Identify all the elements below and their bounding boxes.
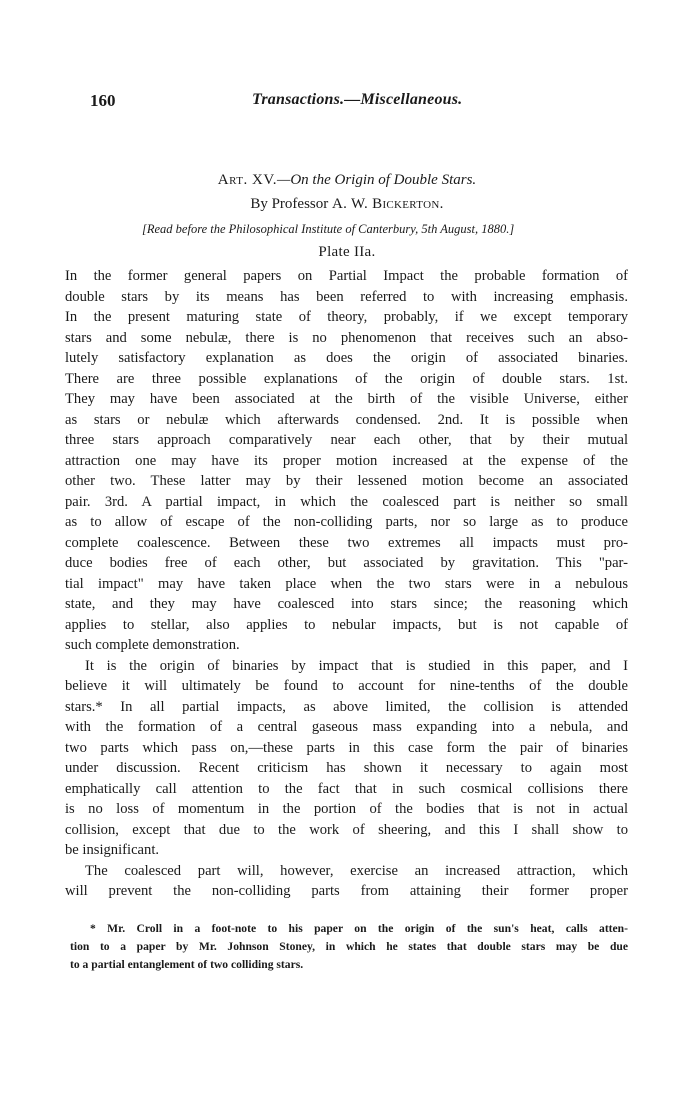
running-title: Transactions.—Miscellaneous. bbox=[252, 91, 463, 108]
paragraph-3 bbox=[65, 861, 628, 902]
text-line: state, and they may have coalesced into stars since; the reasoning which bbox=[65, 596, 628, 612]
article-title-text: —On the Origin of Double Stars. bbox=[277, 172, 477, 188]
text-line: other two. These latter may by their lessened motion become an associated bbox=[65, 473, 628, 489]
text-line: is no loss of momentum in the portion of the bodies that is not in actual bbox=[65, 801, 628, 817]
plate-reference: Plate IIa. bbox=[318, 244, 376, 260]
article-body bbox=[65, 266, 628, 902]
text-line: collision, except that due to the work of sheering, and this I shall show to bbox=[65, 821, 628, 838]
text-line: such complete demonstration. bbox=[65, 637, 240, 653]
page-number: 160 bbox=[90, 91, 116, 110]
text-line: to a partial entanglement of two colliding stars. bbox=[70, 958, 304, 971]
text-line: tial impact" may have taken place when the two stars were in a nebulous bbox=[65, 575, 628, 592]
text-line: In the former general papers on Partial Impact the probable formation of bbox=[65, 268, 628, 284]
text-line: The coalesced part will, however, exercise an increased attraction, which bbox=[85, 862, 628, 879]
text-line: emphatically call attention to the fact that in such cosmical collisions there bbox=[65, 780, 628, 797]
footnotes bbox=[70, 920, 628, 974]
text-line: two parts which pass on,—these parts in this case form the pair of binaries bbox=[65, 739, 628, 756]
byline bbox=[92, 196, 602, 213]
footnote-1 bbox=[70, 920, 628, 974]
text-line: tion to a paper by Mr. Johnson Stoney, in which he states that double stars may be due bbox=[70, 940, 628, 953]
text-line: stars.* In all partial impacts, as above limited, the collision is attended bbox=[65, 698, 628, 715]
article-label: Art. XV. bbox=[217, 172, 278, 188]
text-line: complete coalescence. Between these two extremes all impacts must pro- bbox=[65, 534, 628, 551]
text-line: In the present maturing state of theory, probably, if we except temporary bbox=[65, 309, 628, 325]
text-line: as to allow of escape of the non-colliding parts, nor so large as to produce bbox=[65, 514, 628, 530]
read-note: [Read before the Philosophical Institute of Canterbury, 5th August, 1880.] bbox=[142, 222, 515, 236]
text-line: three stars approach comparatively near each other, that by their mutual bbox=[65, 432, 628, 448]
text-line: There are three possible explanations of the origin of double stars. 1st. bbox=[65, 370, 628, 387]
text-line: lutely satisfactory explanation as does the origin of associated binaries. bbox=[65, 350, 628, 366]
text-line: believe it will ultimately be found to account for nine-tenths of the double bbox=[65, 678, 628, 694]
text-line: They may have been associated at the birth of the visible Universe, either bbox=[65, 391, 628, 407]
running-head bbox=[92, 91, 602, 113]
paragraph-1 bbox=[65, 266, 628, 656]
article-title bbox=[92, 172, 602, 189]
author-name: A. W. Bickerton. bbox=[332, 196, 444, 212]
paragraph-2 bbox=[65, 656, 628, 861]
text-line: under discussion. Recent criticism has shown it necessary to again most bbox=[65, 760, 628, 776]
byline-prefix: By Professor bbox=[250, 196, 329, 212]
text-line: be insignificant. bbox=[65, 842, 160, 858]
text-line: attraction one may have its proper motion increased at the expense of the bbox=[65, 452, 628, 469]
text-line: double stars by its means has been referred to with increasing emphasis. bbox=[65, 288, 628, 305]
text-line: as stars or nebulæ which afterwards condensed. 2nd. It is possible when bbox=[65, 411, 628, 428]
text-line: applies to stellar, also applies to nebular impacts, but is not capable of bbox=[65, 616, 628, 633]
text-line: pair. 3rd. A partial impact, in which the coalesced part is neither so small bbox=[65, 493, 628, 510]
text-line: * Mr. Croll in a foot-note to his paper on the origin of the sun's heat, calls atten- bbox=[90, 922, 628, 935]
text-line: with the formation of a central gaseous mass expanding into a nebula, and bbox=[65, 719, 628, 735]
text-line: will prevent the non-colliding parts from attaining their former proper bbox=[65, 883, 628, 899]
text-line: duce bodies free of each other, but associated by gravitation. This "par- bbox=[65, 555, 628, 571]
text-line: stars and some nebulæ, there is no phenomenon that receives such an abso- bbox=[65, 329, 628, 346]
text-line: It is the origin of binaries by impact that is studied in this paper, and I bbox=[85, 657, 628, 674]
